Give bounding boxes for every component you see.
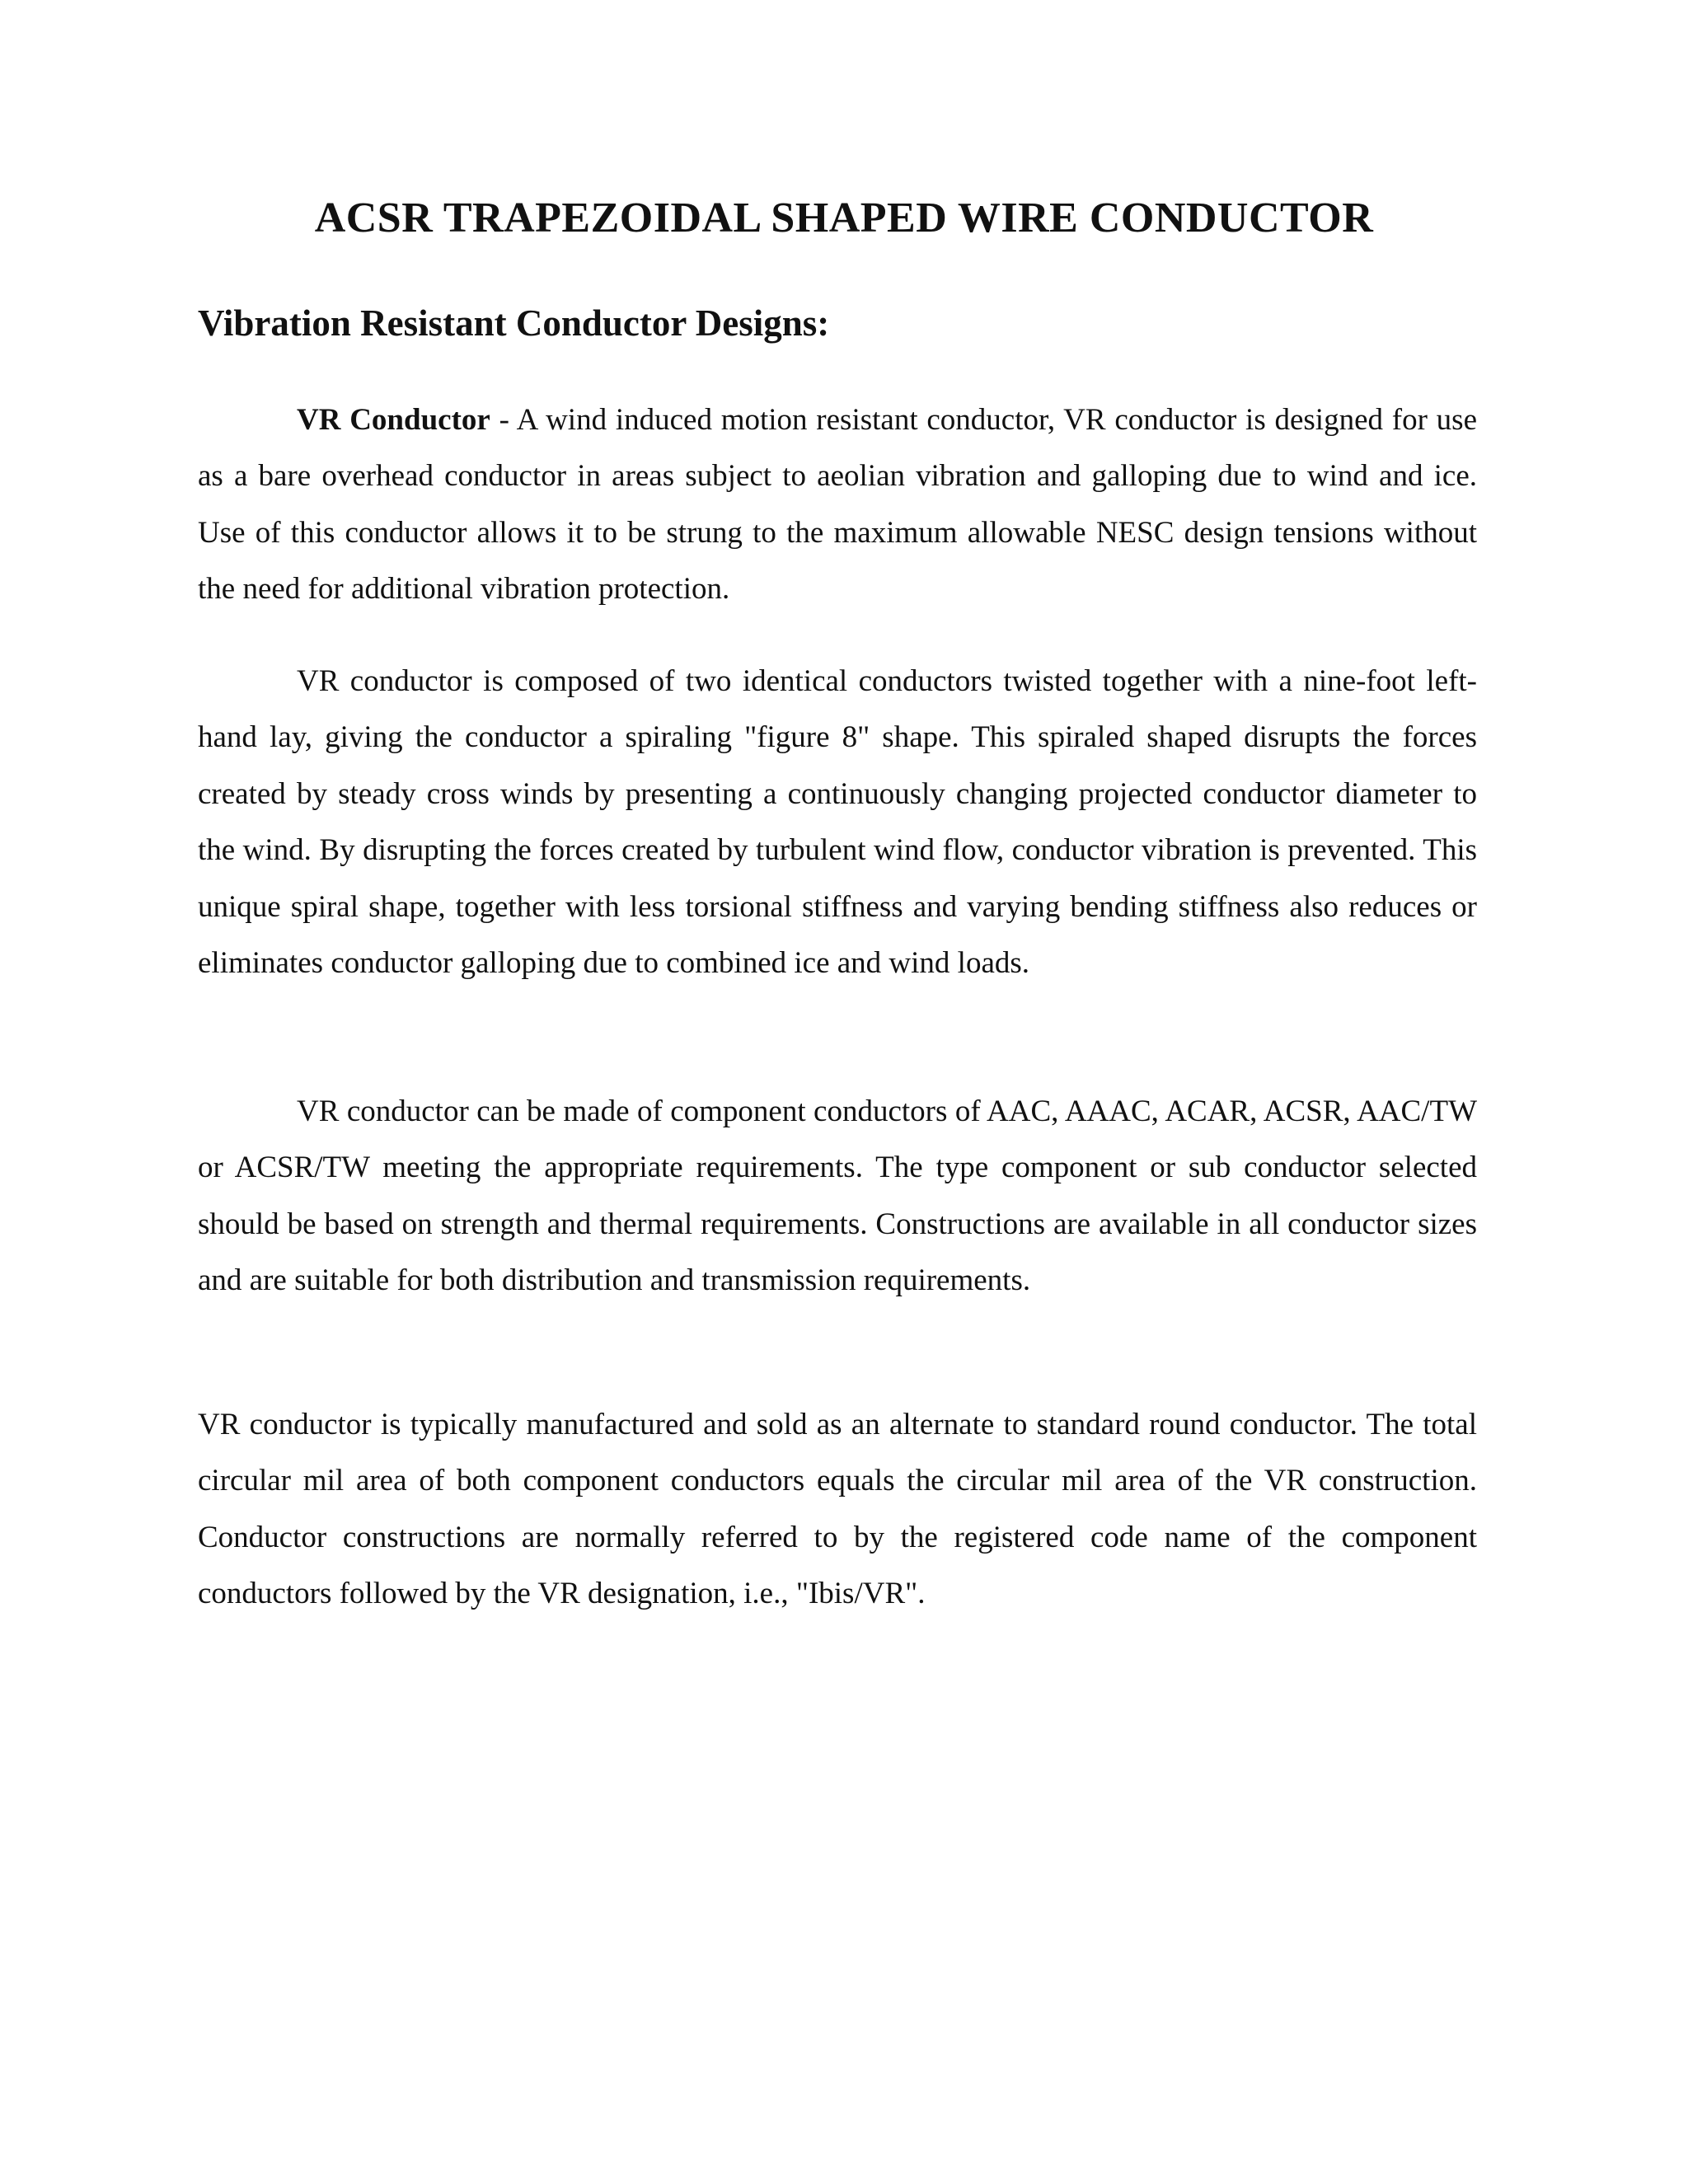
paragraph-text: - A wind induced motion resistant conductor, VR conductor is designed for use as a bare overhead conductor in areas subject to aeolian vibration and galloping due to wind and ice. Use of this conductor allows it to be strung to the maximum allowable NESC design tensions without the need for additional vibration protection. (198, 403, 1477, 607)
document-title: ACSR TRAPEZOIDAL SHAPED WIRE CONDUCTOR (314, 194, 1374, 241)
section-heading: Vibration Resistant Conductor Designs: (198, 302, 830, 344)
paragraph-composition: VR conductor is composed of two identical conductors twisted together with a nine-foot left-hand lay, giving the conductor a spiraling "figure 8" shape. This spiraled shaped disrupts the forces created by steady cross winds by presenting a continuously changing projected conductor diameter to the wind. By disrupting the forces created by turbulent wind flow, conductor vibration is prevented. This unique spiral shape, together with less torsional stiffness and varying bending stiffness also reduces or eliminates conductor galloping due to combined ice and wind loads. (198, 664, 1477, 981)
paragraph-vr-conductor (198, 392, 1477, 618)
paragraph-manufacturing: VR conductor is typically manufactured and sold as an alternate to standard round conductor. The total circular mil area of both component conductors equals the circular mil area of the VR construction. Conductor constructions are normally referred to by the registered code name of the component conductors followed by the VR designation, i.e., "Ibis/VR". (198, 1408, 1477, 1611)
paragraph-lead-term: VR Conductor (297, 403, 490, 437)
paragraph-component-conductors: VR conductor can be made of component conductors of AAC, AAAC, ACAR, ACSR, AAC/TW or ACSR/TW meeting the appropriate requirements. The type component or sub conductor selected should be based on strength and thermal requirements. Constructions are available in all conductor sizes and are suitable for both distribution and transmission requirements. (198, 1094, 1477, 1298)
